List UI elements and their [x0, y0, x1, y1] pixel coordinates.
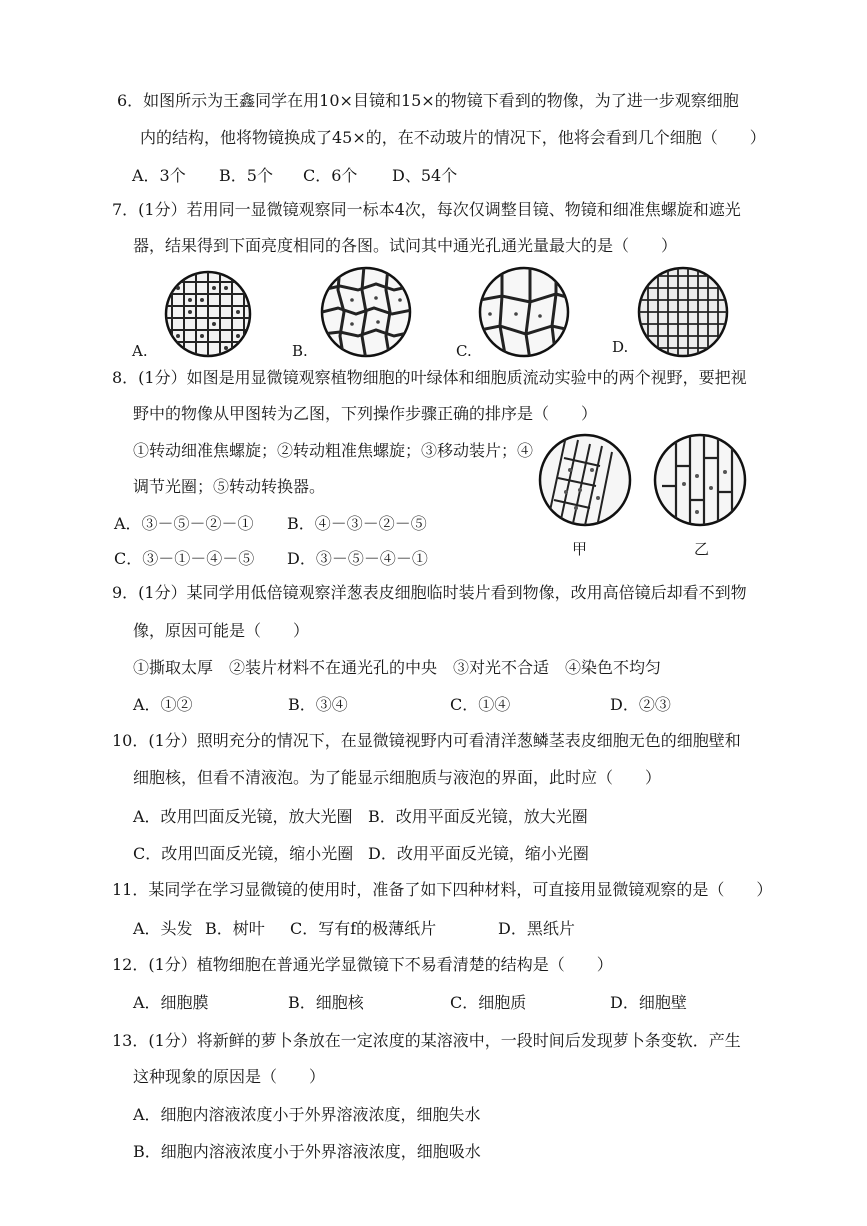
q8-figure-label-yi: 乙: [694, 540, 710, 558]
q11-option-a: A．头发: [133, 919, 193, 938]
q9-option-d: D．②③: [610, 695, 671, 714]
q9-line-1: 9．(1分）某同学用低倍镜观察洋葱表皮细胞临时装片看到物像，改用高倍镜后却看不到物: [112, 583, 747, 602]
q6-option-d: D、54个: [392, 166, 458, 185]
view-d-dense-cells: [636, 266, 730, 360]
q10-line-1: 10．(1分）照明充分的情况下，在显微镜视野内可看清洋葱鳞茎表皮细胞无色的细胞壁和: [112, 731, 741, 750]
q10-option-c: C．改用凹面反光镜，缩小光圈: [133, 844, 354, 863]
q12-option-a: A．细胞膜: [133, 993, 209, 1012]
q8-option-b: B．④－③－②－⑤: [287, 514, 427, 533]
q6-option-b: B．5个: [219, 166, 273, 185]
q6-line-1: 6．如图所示为王鑫同学在用10×目镜和15×的物镜下看到的物像，为了进一步观察细胞: [117, 91, 739, 110]
q12-option-b: B．细胞核: [288, 993, 364, 1012]
q8-line-4: 调节光圈；⑤转动转换器。: [133, 477, 326, 496]
q8-option-a: A．③－⑤－②－①: [114, 514, 254, 533]
q12-option-d: D．细胞壁: [610, 993, 687, 1012]
q8-view-jia: [540, 435, 630, 532]
q7-figure-label-c: C.: [456, 342, 472, 360]
q8-figure-label-jia: 甲: [572, 540, 588, 558]
view-a-small-cells: [160, 270, 256, 360]
q11-option-b: B．树叶: [205, 919, 265, 938]
q9-line-2: 像，原因可能是（ ）: [133, 621, 310, 640]
q8-line-2: 野中的物像从甲图转为乙图，下列操作步骤正确的排序是（ ）: [133, 404, 598, 423]
q10-option-a: A．改用凹面反光镜，放大光圈: [133, 807, 353, 826]
q10-option-d: D．改用平面反光镜，缩小光圈: [368, 844, 589, 863]
q10-line-2: 细胞核，但看不清液泡。为了能显示细胞质与液泡的界面，此时应（ ）: [133, 768, 662, 787]
q13-option-b: B．细胞内溶液浓度小于外界溶液浓度，细胞吸水: [133, 1142, 481, 1161]
q9-option-a: A．①②: [133, 695, 193, 714]
q8-line-1: 8．(1分）如图是用显微镜观察植物细胞的叶绿体和细胞质流动实验中的两个视野，要把视: [112, 368, 747, 387]
q8-line-3: ①转动细准焦螺旋；②转动粗准焦螺旋；③移动装片；④: [133, 441, 534, 460]
view-b-medium-cells: [322, 266, 412, 360]
q6-option-a: A．3个: [132, 166, 186, 185]
q8-option-d: D．③－⑤－④－①: [287, 549, 428, 568]
q7-figure-label-a: A.: [132, 342, 148, 360]
view-c-large-cells: [480, 268, 570, 360]
q8-view-yi: [655, 430, 745, 530]
q11-option-d: D．黑纸片: [498, 919, 575, 938]
q8-option-c: C．③－①－④－⑤: [114, 549, 255, 568]
q11-option-c: C．写有f的极薄纸片: [290, 919, 437, 938]
q9-option-b: B．③④: [288, 695, 348, 714]
q6-line-2: 内的结构，他将物镜换成了45×的，在不动玻片的情况下，他将会看到几个细胞（ ）: [140, 128, 766, 147]
q11-line-1: 11．某同学在学习显微镜的使用时，准备了如下四种材料，可直接用显微镜观察的是（ ）: [112, 880, 773, 899]
q13-line-1: 13．(1分）将新鲜的萝卜条放在一定浓度的某溶液中，一段时间后发现萝卜条变软．产生: [112, 1031, 741, 1050]
q7-figure-label-d: D.: [612, 338, 629, 356]
q10-option-b: B．改用平面反光镜，放大光圈: [368, 807, 588, 826]
q6-option-c: C．6个: [303, 166, 358, 185]
q7-line-1: 7．(1分）若用同一显微镜观察同一标本4次，每次仅调整目镜、物镜和细准焦螺旋和遮光: [112, 200, 741, 219]
q7-figure-label-b: B.: [292, 342, 308, 360]
q12-line-1: 12．(1分）植物细胞在普通光学显微镜下不易看清楚的结构是（ ）: [112, 955, 613, 974]
q9-option-c: C．①④: [450, 695, 511, 714]
q13-line-2: 这种现象的原因是（ ）: [133, 1067, 326, 1086]
q12-option-c: C．细胞质: [450, 993, 527, 1012]
q9-line-3: ①撕取太厚 ②装片材料不在通光孔的中央 ③对光不合适 ④染色不均匀: [133, 658, 662, 677]
q13-option-a: A．细胞内溶液浓度小于外界溶液浓度，细胞失水: [133, 1105, 481, 1124]
q7-line-2: 器，结果得到下面亮度相同的各图。试问其中通光孔通光量最大的是（ ）: [133, 236, 678, 255]
